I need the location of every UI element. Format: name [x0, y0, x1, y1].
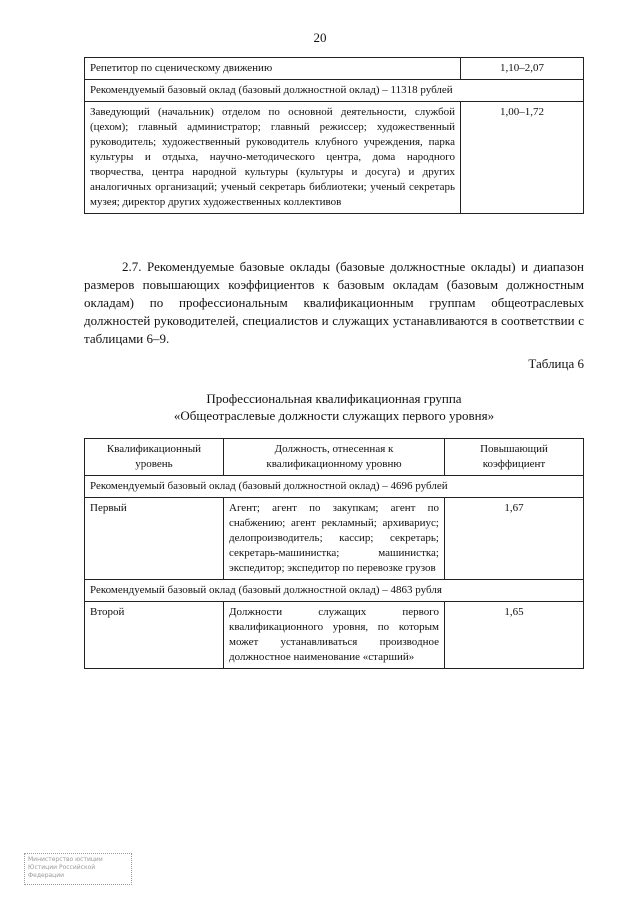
table-row	[85, 602, 584, 669]
salary-cell: Рекомендуемый базовый оклад (базовый должностной оклад) – 4863 рубля	[85, 580, 584, 602]
stamp-line: Федерации	[28, 872, 65, 879]
level-cell: Первый	[85, 498, 224, 580]
table-caption	[84, 390, 584, 424]
table-header-row	[85, 439, 584, 476]
position-cell: Заведующий (начальник) отделом по основной деятельности, службой (цехом); главный администратор; главный режиссер; художественный руководитель; художественный руководитель клубного учреждения, парка культуры и отдыха, научно-методического центра, дома народного творчества, центра народной культуры (культуры и досуга) и других аналогичных организаций; ученый секретарь библиотеки; ученый секретарь музея; директор других художественных коллективов	[85, 102, 461, 214]
header-level: Квалификационный уровень	[85, 439, 224, 476]
header-coefficient: Повышающий коэффициент	[445, 439, 584, 476]
caption-line: Профессиональная квалификационная группа	[206, 391, 462, 406]
salary-cell: Рекомендуемый базовый оклад (базовый должностной оклад) – 11318 рублей	[85, 80, 584, 102]
table-row	[85, 580, 584, 602]
table-row	[85, 80, 584, 102]
stamp-line: Юстиции Российской	[28, 864, 96, 871]
coefficient-cell: 1,00–1,72	[461, 102, 584, 214]
table-6	[84, 438, 584, 669]
table-continued	[84, 57, 584, 214]
coefficient-cell: 1,65	[445, 602, 584, 669]
table-row	[85, 58, 584, 80]
body-paragraph: 2.7. Рекомендуемые базовые оклады (базовые должностные оклады) и диапазон размеров повышающих коэффициентов к базовым окладам (базовым должностным окладам) по профессиональным квалификационным группам общеотраслевых должностей руководителей, специалистов и служащих устанавливаются в соответствии с таблицами 6–9.	[84, 259, 584, 346]
position-cell: Должности служащих первого квалификационного уровня, по которым может устанавливаться производное должностное наименование «старший»	[224, 602, 445, 669]
table-label: Таблица 6	[528, 356, 584, 371]
table-row	[85, 102, 584, 214]
header-position: Должность, отнесенная к квалификационному уровню	[224, 439, 445, 476]
level-cell: Второй	[85, 602, 224, 669]
coefficient-cell: 1,10–2,07	[461, 58, 584, 80]
page-number: 20	[313, 30, 327, 45]
position-cell: Репетитор по сценическому движению	[85, 58, 461, 80]
coefficient-cell: 1,67	[445, 498, 584, 580]
salary-cell: Рекомендуемый базовый оклад (базовый должностной оклад) – 4696 рублей	[85, 476, 584, 498]
registration-stamp	[24, 853, 132, 885]
stamp-line: Министерство юстиции	[28, 856, 103, 863]
caption-line: «Общеотраслевые должности служащих первого уровня»	[173, 408, 495, 423]
table-row	[85, 498, 584, 580]
position-cell: Агент; агент по закупкам; агент по снабжению; агент рекламный; архивариус; делопроизводитель; кассир; секретарь; секретарь-машинистка; машинистка; экспедитор; экспедитор по перевозке грузов	[224, 498, 445, 580]
table-row	[85, 476, 584, 498]
